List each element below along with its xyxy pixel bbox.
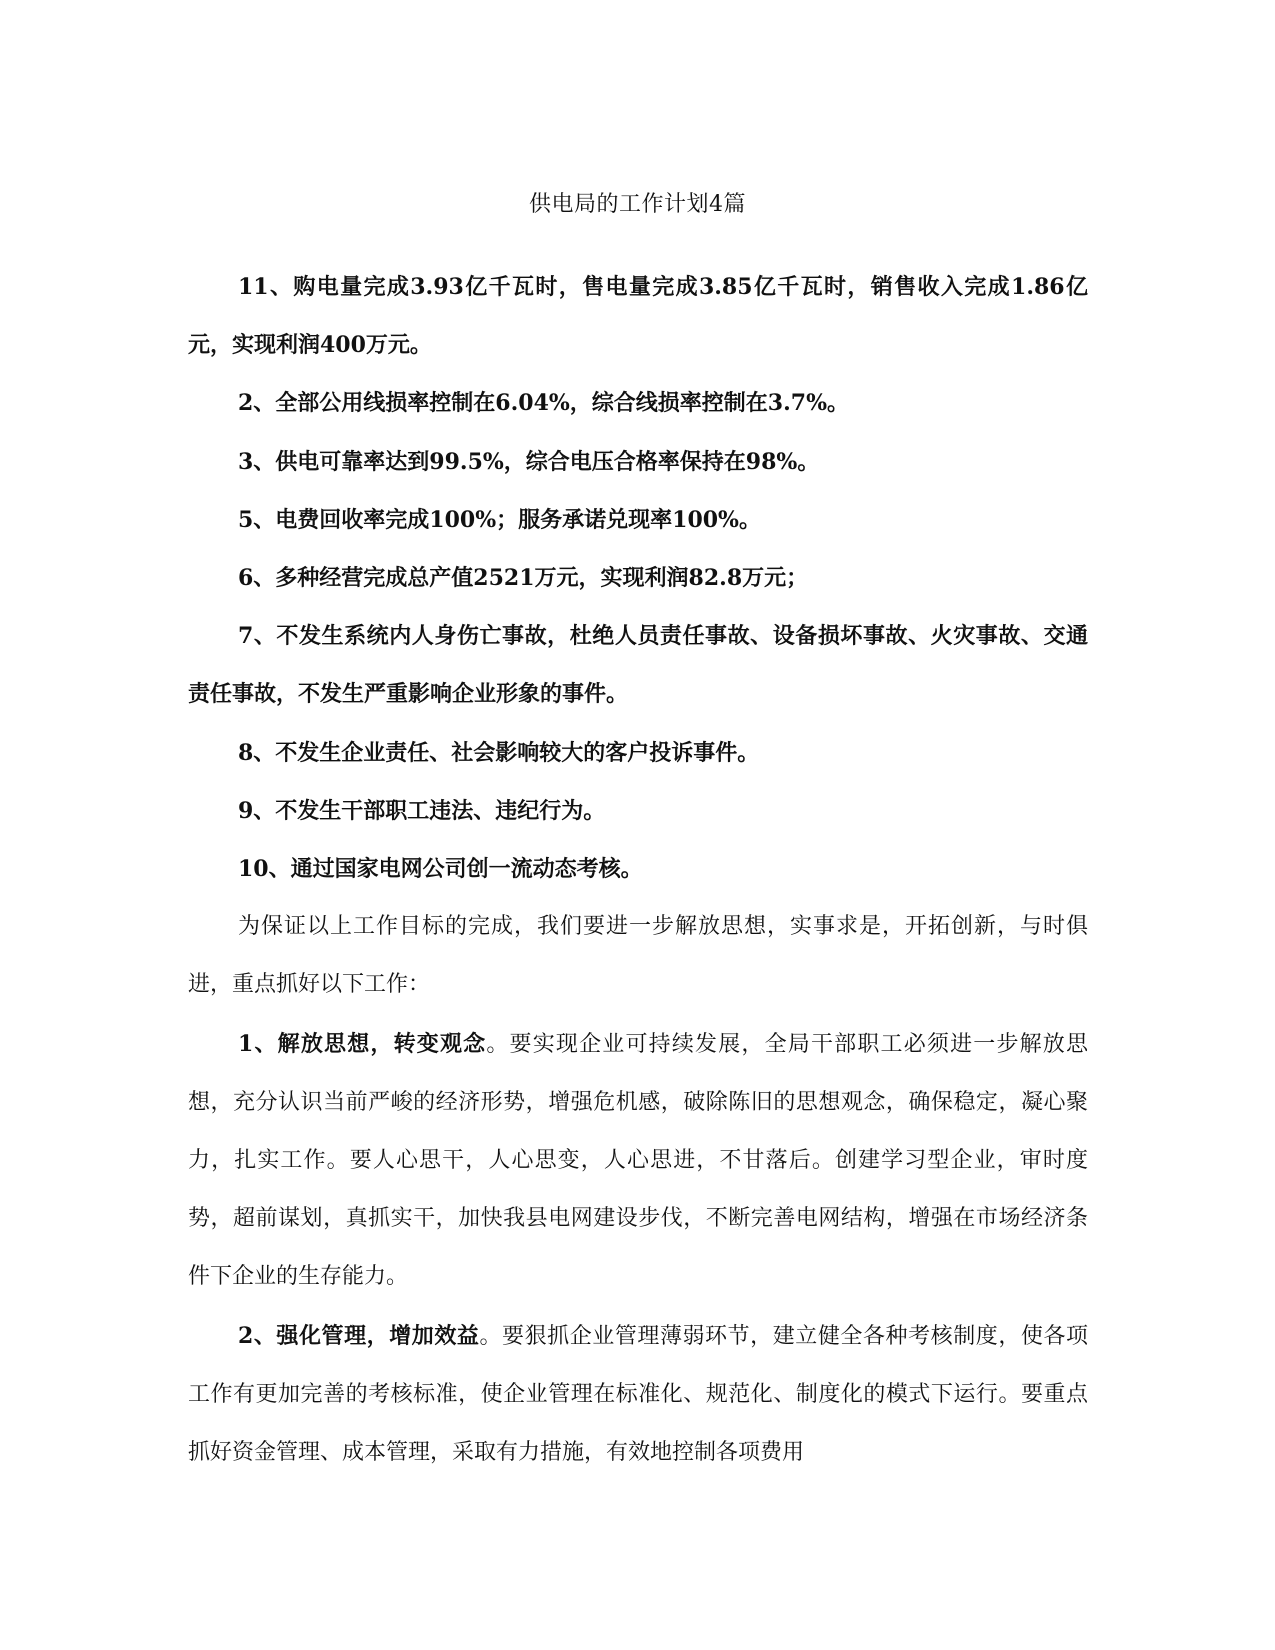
section-2-heading: 2、强化管理，增加效益 — [238, 1322, 480, 1349]
target-item-9: 10、通过国家电网公司创一流动态考核。 — [238, 856, 643, 883]
target-item-4: 5、电费回收率完成100%；服务承诺兑现率100%。 — [238, 506, 761, 533]
document-body — [188, 258, 1088, 1482]
section-1-paragraph — [188, 1015, 1088, 1307]
intro-paragraph: 为保证以上工作目标的完成，我们要进一步解放思想，实事求是，开拓创新，与时俱进，重点抓好以下工作： — [188, 914, 1088, 998]
target-item-3: 3、供电可靠率达到99.5%，综合电压合格率保持在98%。 — [238, 448, 820, 475]
target-item-8: 9、不发生干部职工违法、违纪行为。 — [238, 797, 606, 824]
section-1-text: 。要实现企业可持续发展，全局干部职工必须进一步解放思想，充分认识当前严峻的经济形势，增强危机感，破除陈旧的思想观念，确保稳定，凝心聚力，扎实工作。要人心思干，人心思变，人心思进，不甘落后。创建学习型企业，审时度势，超前谋划，真抓实干，加快我县电网建设步伐，不断完善电网结构，增强在市场经济条件下企业的生存能力。 — [188, 1031, 1088, 1290]
target-item-1: 11、购电量完成3.93亿千瓦时，售电量完成3.85亿千瓦时，销售收入完成1.86亿元，实现利润400万元。 — [188, 274, 1088, 359]
section-2-text: 。要狠抓企业管理薄弱环节，建立健全各种考核制度，使各项工作有更加完善的考核标准，使企业管理在标准化、规范化、制度化的模式下运行。要重点抓好资金管理、成本管理，采取有力措施，有效地控制各项费用 — [188, 1323, 1088, 1466]
section-2-paragraph — [188, 1307, 1088, 1483]
target-item-5: 6、多种经营完成总产值2521万元，实现利润82.8万元； — [238, 565, 809, 592]
target-item-7: 8、不发生企业责任、社会影响较大的客户投诉事件。 — [238, 739, 760, 766]
target-item-2: 2、全部公用线损率控制在6.04%，综合线损率控制在3.7%。 — [238, 390, 849, 417]
document-title: 供电局的工作计划4篇 — [529, 192, 746, 217]
section-1-heading: 1、解放思想，转变观念 — [238, 1030, 487, 1057]
target-item-6: 7、不发生系统内人身伤亡事故，杜绝人员责任事故、设备损坏事故、火灾事故、交通责任事故，不发生严重影响企业形象的事件。 — [188, 623, 1088, 708]
